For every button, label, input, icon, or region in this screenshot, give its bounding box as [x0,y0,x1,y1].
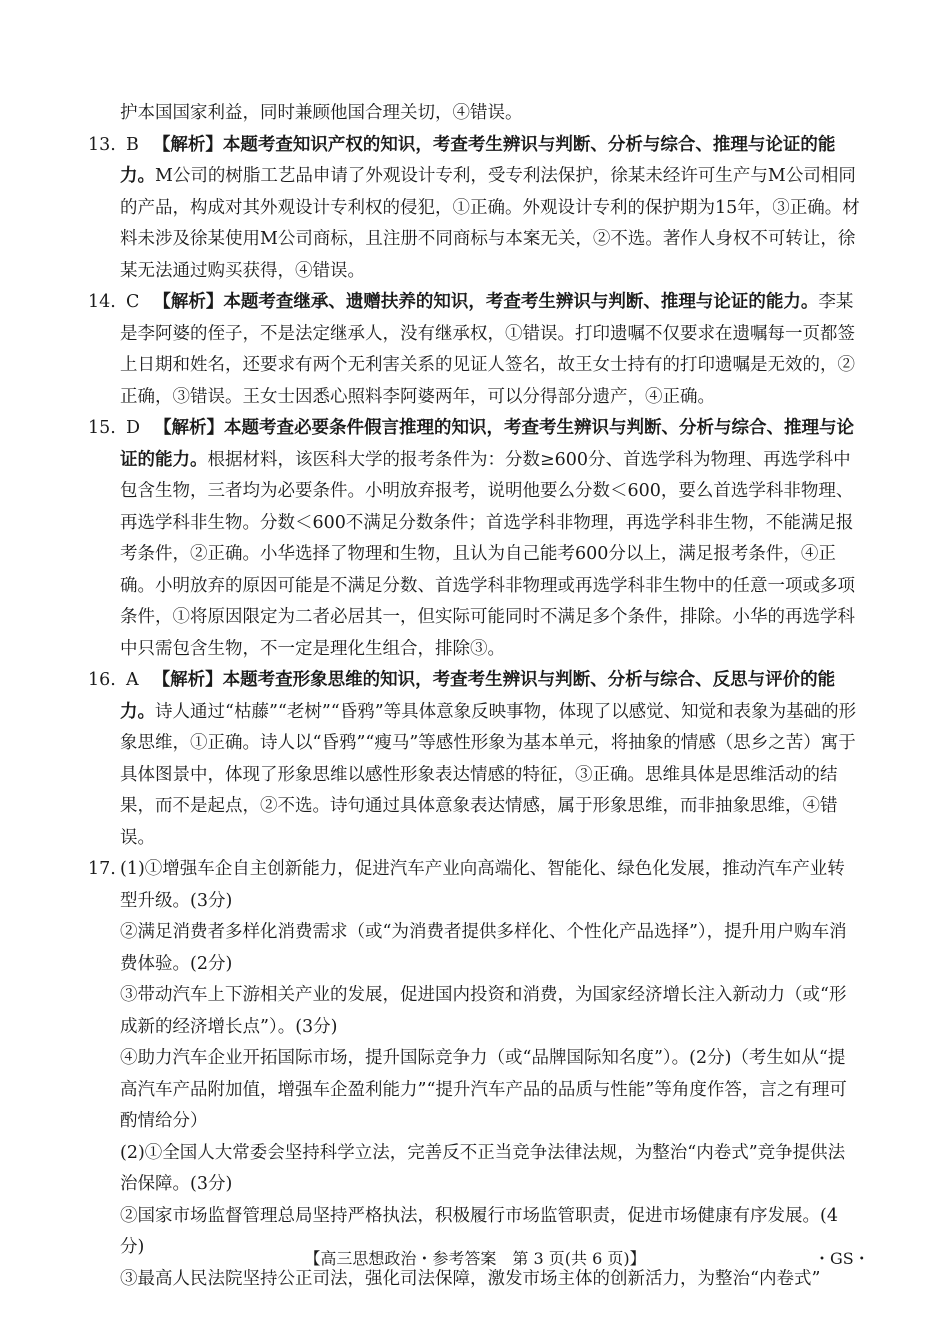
analysis-body: 诗人通过“枯藤”“老树”“昏鸦”等具体意象反映事物，体现了以感觉、知觉和表象为基础的形象思维，①正确。诗人以“昏鸦”“瘦马”等感性形象为基本单元，将抽象的情感（思乡之苦）寓于具体图景中，体现了形象思维以感性形象表达情感的特征，③正确。思维具体是思维活动的结果，而不是起点，②不选。诗句通过具体意象表达情感，属于形象思维，而非抽象思维，④错误。 [120,701,857,848]
analysis-tag: 【解析】 [152,670,223,690]
question-number: 15. [88,418,116,438]
answer-letter: A [126,670,139,690]
answer-point: ②满足消费者多样化消费需求（或“为消费者提供多样化、个性化产品选择”），提升用户购车消费体验。(2分) [120,922,847,974]
answer-letter: D [126,418,141,438]
answer-content [0,98,950,1295]
continued-text: 护本国国家利益，同时兼顾他国合理关切，④错误。 [120,103,523,123]
question-17 [0,854,950,917]
answer-point: ③最高人民法院坚持公正司法，强化司法保障，激发市场主体的创新活力，为整治“内卷式” [120,1268,821,1289]
footer-code: ・GS・ [814,1249,870,1268]
analysis-tag: 【解析】 [153,292,224,312]
analysis-lead: 本题考查形象思维的知识，考查考生辨识与判断、分析与综合、反思与评价的能力。 [120,670,836,722]
answer-point: (2)①全国人大常委会坚持科学立法，完善反不正当竞争法律法规，为整治“内卷式”竞争提供法治保障。(3分) [120,1142,846,1194]
answer-point: ②国家市场监督管理总局坚持严格执法，积极履行市场监管职责，促进市场健康有序发展。(4分) [120,1205,838,1257]
question-15 [0,413,950,665]
analysis-body: 根据材料，该医科大学的报考条件为：分数≥600分、首选学科为物理、再选学科中包含生物，三者均为必要条件。小明放弃报考，说明他要么分数＜600，要么首选学科非物理、再选学科非生物。分数＜600不满足分数条件；首选学科非物理，再选学科非生物，不能满足报考条件，②正确。小华选择了物理和生物，且认为自己能考600分以上，满足报考条件，④正确。小明放弃的原因可能是不满足分数、首选学科非物理或再选学科非生物中的任意一项或多项条件，①将原因限定为二者必居其一，但实际可能同时不满足多个条件，排除。小华的再选学科中只需包含生物，不一定是理化生组合，排除③。 [120,449,855,659]
answer-point: (1)①增强车企自主创新能力，促进汽车产业向高端化、智能化、绿色化发展，推动汽车产业转型升级。(3分) [120,859,845,911]
analysis-body: M公司的树脂工艺品申请了外观设计专利，受专利法保护，徐某未经许可生产与M公司相同的产品，构成对其外观设计专利权的侵犯，①正确。外观设计专利的保护期为15年，③正确。材料未涉及徐某使用M公司商标，且注册不同商标与本案无关，②不选。著作人身权不可转让，徐某无法通过购买获得，④错误。 [120,166,860,281]
answer-letter: C [126,292,140,312]
question-16 [0,665,950,854]
analysis-lead: 本题考查必要条件假言推理的知识，考查考生辨识与判断、分析与综合、推理与论证的能力。 [120,418,855,470]
answer-letter: B [126,134,139,155]
question-number: 13. [88,134,116,155]
question-13 [0,130,950,288]
analysis-lead: 本题考查继承、遗赠扶养的知识，考查考生辨识与判断、推理与论证的能力。 [223,292,819,312]
question-number: 14. [88,292,116,312]
analysis-lead: 本题考查知识产权的知识，考查考生辨识与判断、分析与综合、推理与论证的能力。 [120,134,836,186]
question-number: 17. [88,859,116,879]
question-number: 16. [88,670,116,690]
answer-point: ③带动汽车上下游相关产业的发展，促进国内投资和消费，为国家经济增长注入新动力（或“形成新的经济增长点”）。(3分) [120,985,847,1037]
analysis-tag: 【解析】 [154,418,225,438]
analysis-tag: 【解析】 [152,134,223,155]
footer-page-info: 【高三思想政治・参考答案 第 3 页(共 6 页)】 [304,1249,646,1268]
answer-point: ④助力汽车企业开拓国际市场，提升国际竞争力（或“品牌国际知名度”）。(2分)（考生如从“提高汽车产品附加值，增强车企盈利能力”“提升汽车产品的品质与性能”等角度作答，言之有理可酌情给分） [120,1048,847,1131]
analysis-body: 李某是李阿婆的侄子，不是法定继承人，没有继承权，①错误。打印遗嘱不仅要求在遗嘱每一页都签上日期和姓名，还要求有两个无利害关系的见证人签名，故王女士持有的打印遗嘱是无效的，②正确，③错误。王女士因悉心照料李阿婆两年，可以分得部分遗产，④正确。 [120,292,855,407]
question-14 [0,287,950,413]
